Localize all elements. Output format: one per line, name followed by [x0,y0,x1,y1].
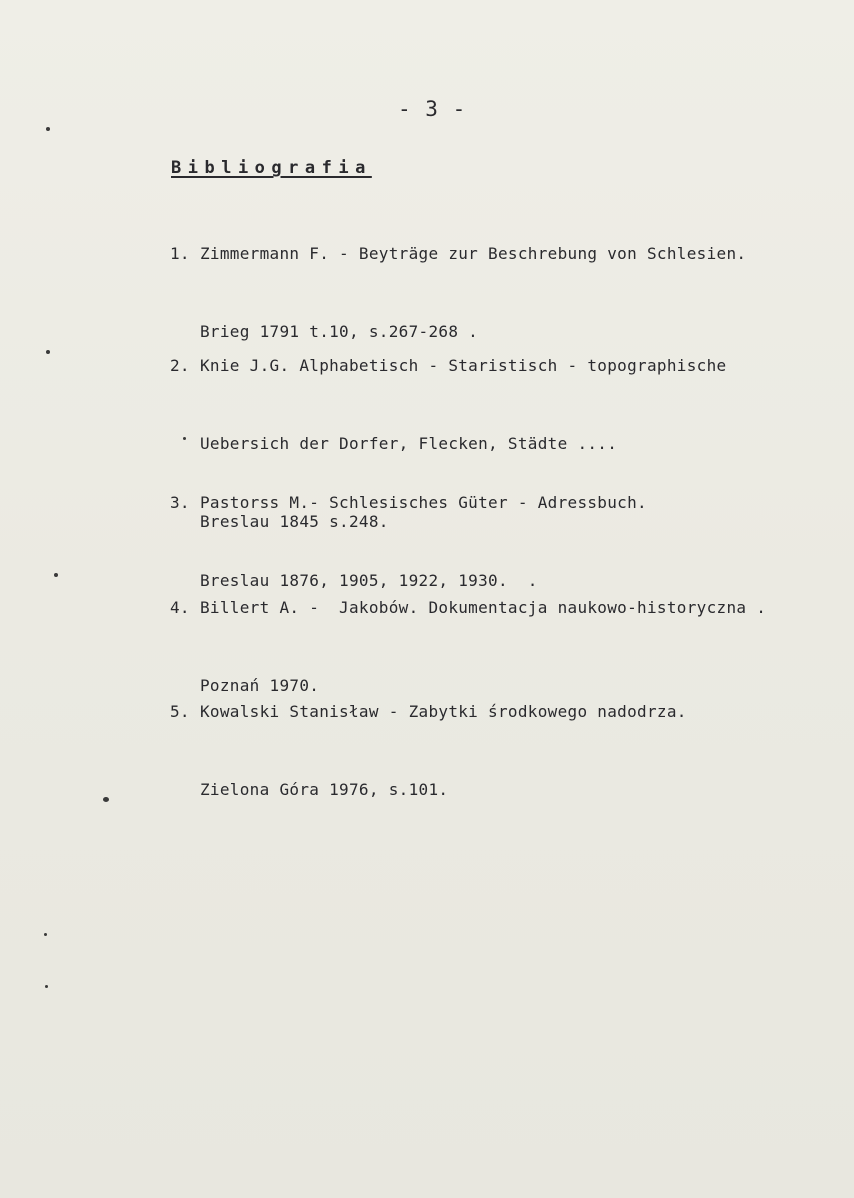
entry-text: Brieg 1791 t.10, s.267-268 . [200,322,479,341]
entry-line [170,692,687,732]
page-number: - 3 - [398,97,467,121]
entry-text: Billert A. - Jakobów. Dokumentacja naukowo-historyczna . [200,598,767,617]
entry-number: 1. [170,244,190,263]
ink-speck [103,797,109,802]
ink-speck [44,933,47,936]
entry-text: Uebersich der Dorfer, Flecken, Städte .... [200,434,618,453]
entry-text: Knie J.G. Alphabetisch - Staristisch - topographische [200,356,727,375]
entry-number: 3. [170,493,190,512]
entry-text: Breslau 1876, 1905, 1922, 1930. . [200,571,538,590]
entry-text: Poznań 1970. [200,676,320,695]
entry-number: 5. [170,702,190,721]
ink-speck [183,437,186,440]
entry-text: Breslau 1845 s.248. [200,512,389,531]
entry-text: Pastorss M.- Schlesisches Güter - Adressbuch. [200,493,647,512]
entry-number: 2. [170,356,190,375]
entry-line [170,483,647,523]
entry-text: Kowalski Stanisław - Zabytki środkowego nadodrza. [200,702,687,721]
entry-line [170,588,766,628]
entry-text: Zielona Góra 1976, s.101. [200,780,449,799]
entry-number: 4. [170,598,190,617]
ink-speck [45,985,48,988]
entry-line [170,234,746,274]
ink-speck [46,350,50,354]
ink-speck [46,127,50,131]
entry-line [170,346,726,386]
entry-text: Zimmermann F. - Beyträge zur Beschrebung von Schlesien. [200,244,747,263]
bibliography-heading: Bibliografia [171,158,372,178]
ink-speck [54,573,58,577]
bibliography-entry-5 [170,654,687,848]
